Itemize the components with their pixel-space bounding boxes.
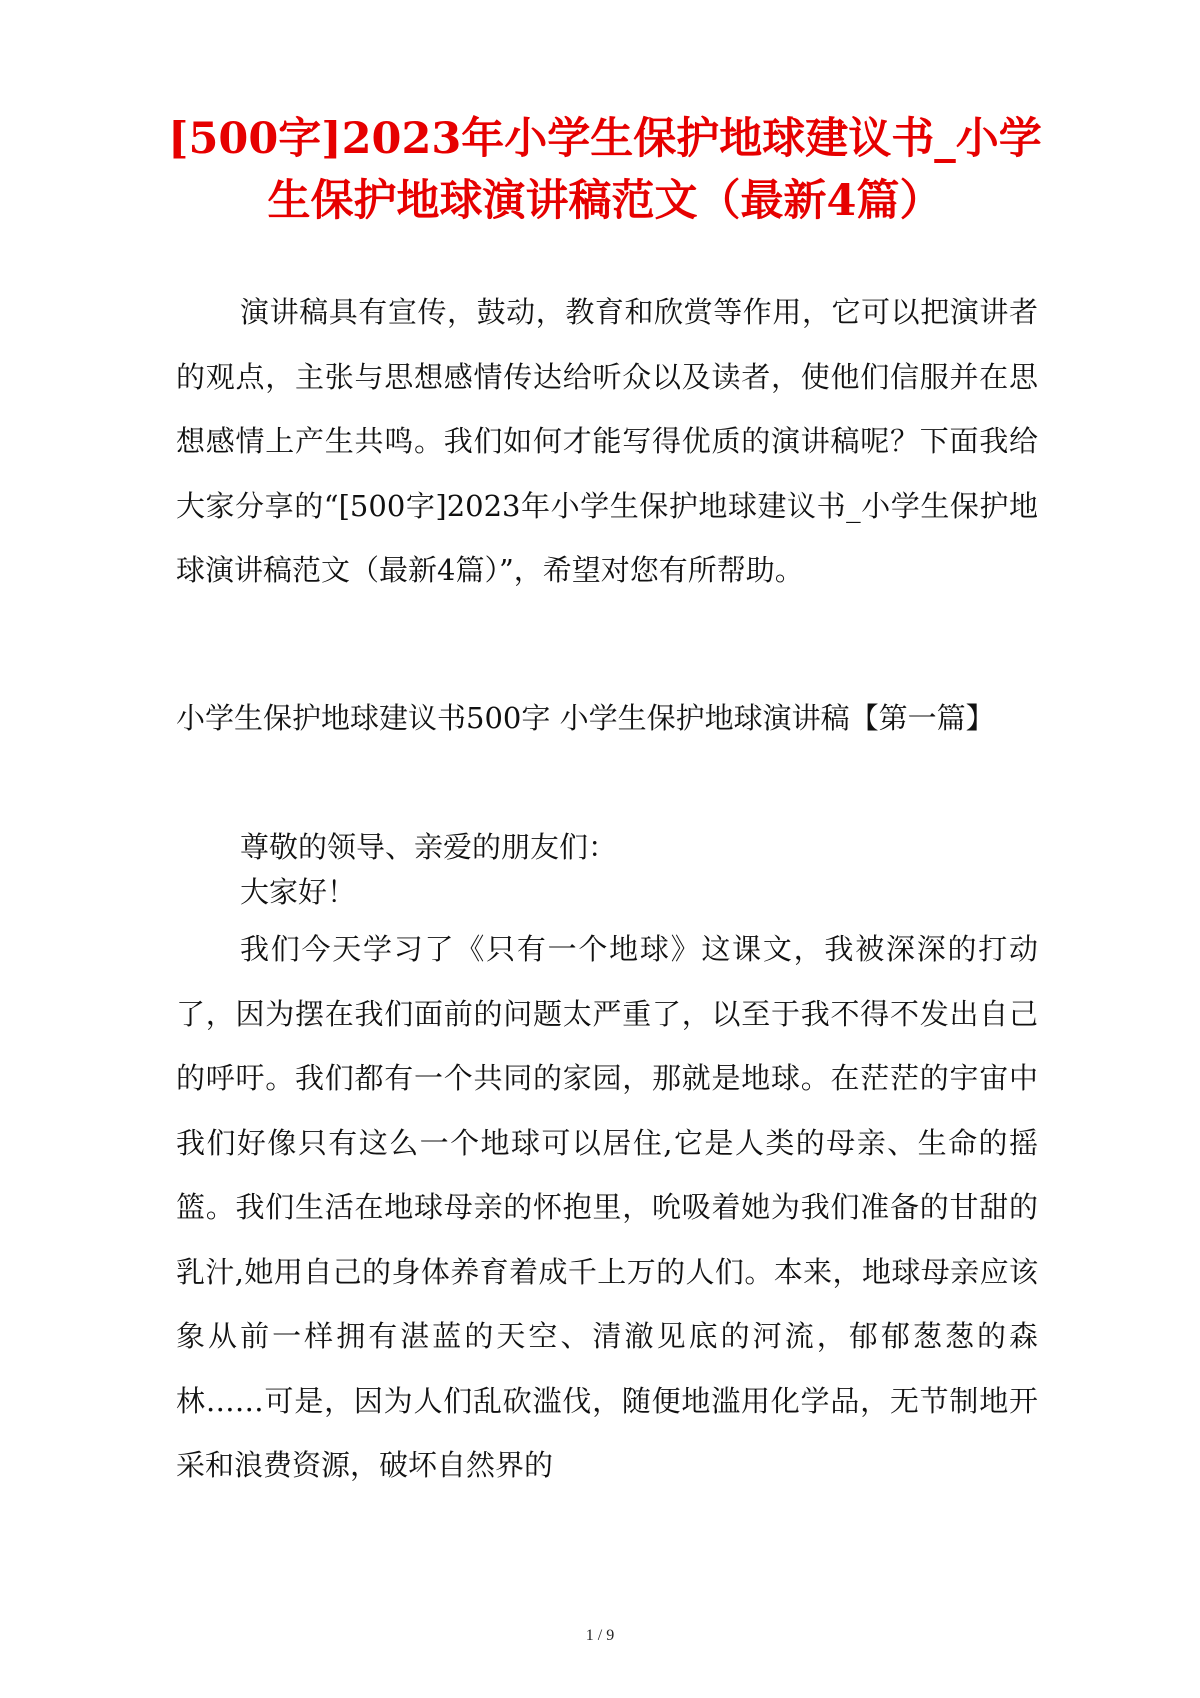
hello-line: 大家好！ [240, 875, 357, 909]
page-number: 1 / 9 [585, 1627, 615, 1644]
body-paragraph: 我们今天学习了《只有一个地球》这课文，我被深深的打动了，因为摆在我们面前的问题太严重了，以至于我不得不发出自己的呼吁。我们都有一个共同的家园，那就是地球。在茫茫的宇宙中我们好像只有这么一个地球可以居住,它是人类的母亲、生命的摇篮。我们生活在地球母亲的怀抱里，吮吸着她为我们准备的甘甜的乳汁,她用自己的身体养育着成千上万的人们。本来，地球母亲应该象从前一样拥有湛蓝的天空、清澈见底的河流，郁郁葱葱的森林……可是，因为人们乱砍滥伐，随便地滥用化学品，无节制地开采和浪费资源，破坏自然界的 [176, 932, 1038, 1482]
document-title: [500字]2023年小学生保护地球建议书_小学生保护地球演讲稿范文（最新4篇） [168, 114, 1042, 226]
intro-paragraph: 演讲稿具有宣传，鼓动，教育和欣赏等作用，它可以把演讲者的观点，主张与思想感情传达给听众以及读者，使他们信服并在思想感情上产生共鸣。我们如何才能写得优质的演讲稿呢？下面我给大家分享的“[500字]2023年小学生保护地球建议书_小学生保护地球演讲稿范文（最新4篇）”，希望对您有所帮助。 [176, 295, 1039, 587]
section-heading: 小学生保护地球建议书500字 小学生保护地球演讲稿【第一篇】 [176, 701, 995, 735]
greeting-line: 尊敬的领导、亲爱的朋友们： [240, 830, 618, 864]
